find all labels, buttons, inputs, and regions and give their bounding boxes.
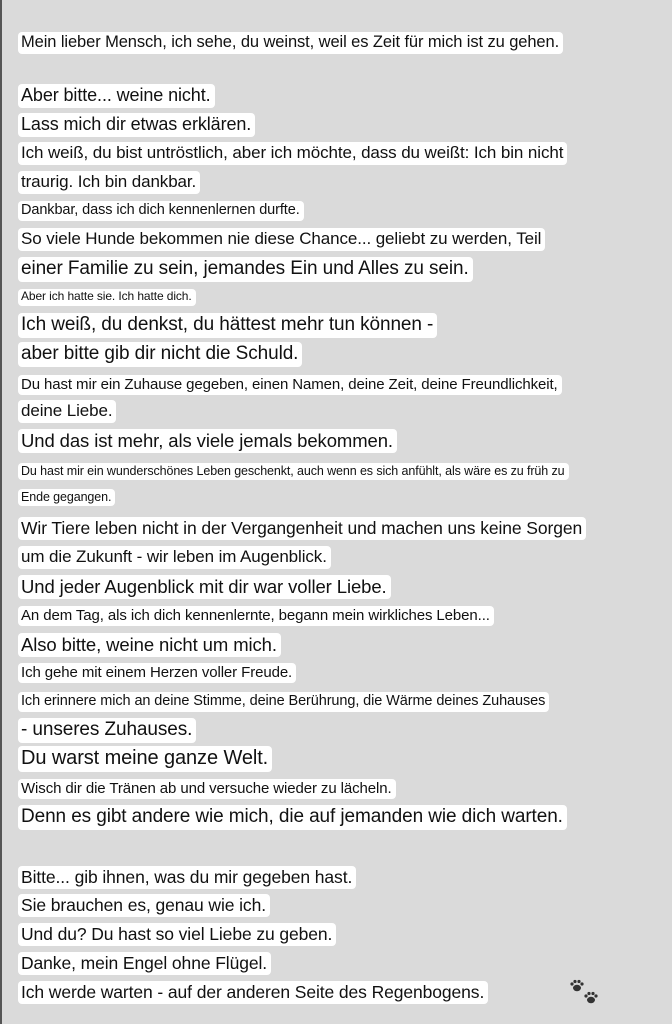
poem-line: Ich werde warten - auf der anderen Seite des Regenbogens. bbox=[18, 981, 488, 1004]
poem-line: Du warst meine ganze Welt. bbox=[18, 746, 272, 772]
poem-line: Aber ich hatte sie. Ich hatte dich. bbox=[18, 289, 196, 306]
poem-line: Also bitte, weine nicht um mich. bbox=[18, 633, 281, 657]
poem-line: Sie brauchen es, genau wie ich. bbox=[18, 894, 270, 917]
poem-line: Ich erinnere mich an deine Stimme, deine Berührung, die Wärme deines Zuhauses bbox=[18, 692, 549, 712]
poem-line: Bitte... gib ihnen, was du mir gegeben hast. bbox=[18, 866, 356, 889]
poem-line: An dem Tag, als ich dich kennenlernte, begann mein wirkliches Leben... bbox=[18, 606, 494, 626]
poem-line: Ich weiß, du denkst, du hättest mehr tun können - bbox=[18, 313, 437, 338]
poem-line: Und jeder Augenblick mit dir war voller Liebe. bbox=[18, 575, 391, 599]
poem-line: Mein lieber Mensch, ich sehe, du weinst, weil es Zeit für mich ist zu gehen. bbox=[18, 32, 563, 54]
poem-line: Ende gegangen. bbox=[18, 489, 115, 506]
poem-line: Wir Tiere leben nicht in der Vergangenheit und machen uns keine Sorgen bbox=[18, 517, 586, 540]
poem-line: aber bitte gib dir nicht die Schuld. bbox=[18, 342, 302, 367]
poem-line: deine Liebe. bbox=[18, 400, 116, 423]
poem-line: Ich gehe mit einem Herzen voller Freude. bbox=[18, 663, 296, 683]
left-border bbox=[0, 0, 2, 1024]
poem-line: Und das ist mehr, als viele jemals bekommen. bbox=[18, 429, 397, 453]
poem-line: Und du? Du hast so viel Liebe zu geben. bbox=[18, 923, 336, 946]
poem-line: Du hast mir ein wunderschönes Leben geschenkt, auch wenn es sich anfühlt, als wäre es zu früh zu bbox=[18, 463, 569, 480]
poem-line: traurig. Ich bin dankbar. bbox=[18, 171, 200, 194]
poem-line: Denn es gibt andere wie mich, die auf jemanden wie dich warten. bbox=[18, 805, 567, 830]
poem-line: Wisch dir die Tränen ab und versuche wieder zu lächeln. bbox=[18, 779, 396, 799]
poem-line: Aber bitte... weine nicht. bbox=[18, 84, 215, 108]
poem-line: Du hast mir ein Zuhause gegeben, einen Namen, deine Zeit, deine Freundlichkeit, bbox=[18, 375, 562, 395]
poem-line: So viele Hunde bekommen nie diese Chance... geliebt zu werden, Teil bbox=[18, 228, 545, 251]
poem-line: - unseres Zuhauses. bbox=[18, 718, 196, 743]
poem-line: Ich weiß, du bist untröstlich, aber ich möchte, dass du weißt: Ich bin nicht bbox=[18, 142, 567, 165]
poem-line: Danke, mein Engel ohne Flügel. bbox=[18, 952, 271, 975]
poem-line: einer Familie zu sein, jemandes Ein und Alles zu sein. bbox=[18, 257, 473, 282]
paw-prints-icon bbox=[568, 978, 602, 1008]
poem-line: Lass mich dir etwas erklären. bbox=[18, 113, 255, 137]
poem-line: um die Zukunft - wir leben im Augenblick. bbox=[18, 546, 331, 569]
poem-line: Dankbar, dass ich dich kennenlernen durfte. bbox=[18, 201, 304, 221]
